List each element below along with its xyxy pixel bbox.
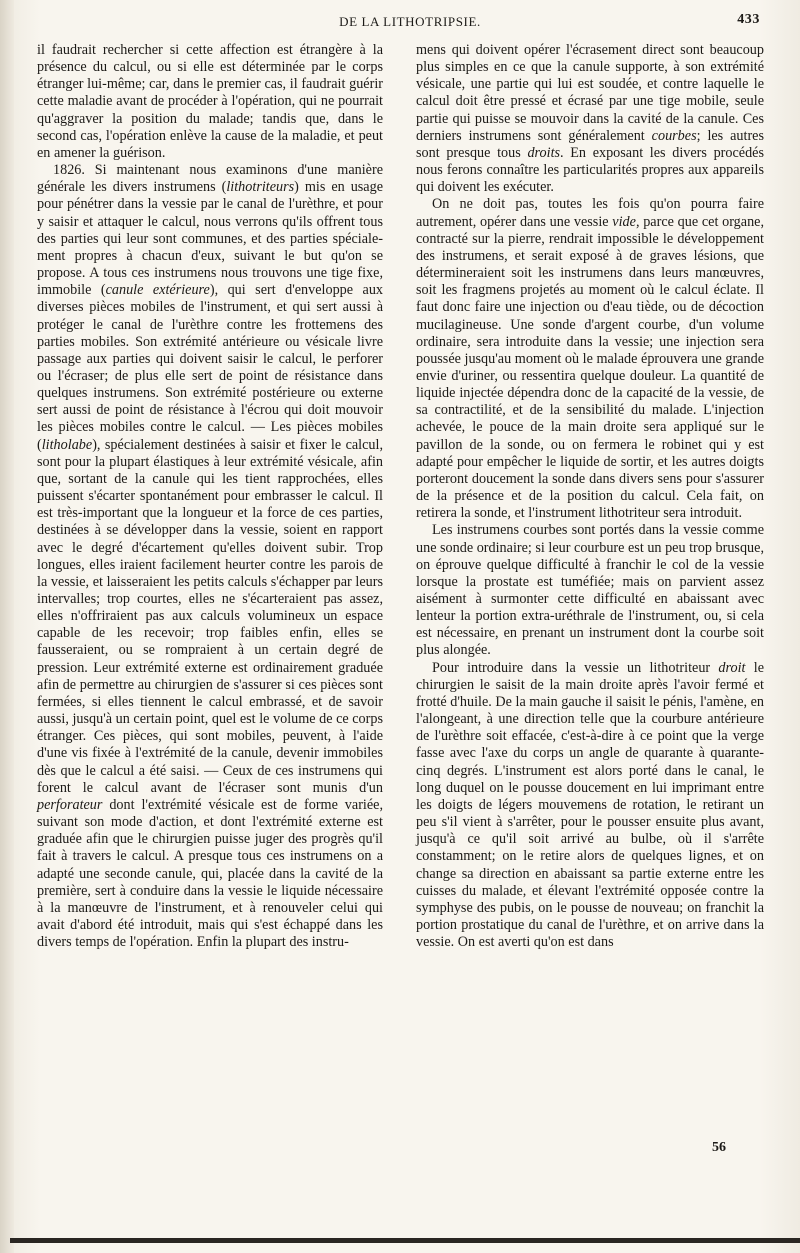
italic-term: droit [718, 659, 746, 676]
paragraph-text: 1826. Si maintenant nous examinons d'une manière générale les divers instrumens ( [37, 162, 383, 196]
bottom-edge-shadow [10, 1238, 800, 1243]
italic-term: droits [527, 144, 561, 161]
paragraph-text: ) mis en usage pour pénétrer dans la vessie par le canal de l'urèthre, et pour y saisir et attaquer le calcul, nous verrons qu'ils offrent tous des parties qui leur sont communes, et des parties spéciale-ment propres à chacun d'eux, suivant le but qu'on se propose. A tous ces instrumens nous trouvons une tige fixe, immobile ( [37, 179, 383, 299]
paragraph [416, 660, 764, 952]
italic-term: litholabe [41, 436, 93, 453]
italic-term: lithotriteurs [226, 179, 295, 196]
paragraph [416, 196, 764, 522]
paragraph-text: ; les autres sont presque tous [416, 127, 764, 161]
paragraph-text: mens qui doivent opérer l'écrasement direct sont beaucoup plus simples en ce que la canule supporte, à son extrémité vésicale, une partie qui lui est soudée, et contre laquelle le calcul doit être pressé et écrasé par une tige mobile, seule partie qui puisse se mouvoir dans la cavité de la canule. Ces derniers instrumens sont généralement [416, 42, 764, 144]
paragraph-text: ), spécialement destinées à saisir et fixer le calcul, sont pour la plupart élastiques à leur extrémité vésicale, afin que, sortant de la canule qui les tient rapprochées, elles puissent s'écarter spontanément pour embrasser le calcul. Il est très-important que la longueur et la force de ces parties, destinées à se développer dans la vessie, soient en rapport avec le degré d'écartement qu'elles doivent subir. Trop longues, elles iraient facilement heurter contre les parois de la vessie, et laisseraient les petits calculs s'échapper par leurs intervalles; trop courtes, elles ne s'écarteraient pas assez, elles n'offriraient pas aux calculs volumineux un espace capable de les recevoir; trop faibles enfin, elles se fausseraient, ou se rompraient à un certain degré de pression. Leur extrémité externe est ordinairement graduée afin de permettre au chirurgien de s'assurer si ces pièces sont fermées, si elles tiennent le calcul embrassé, et de savoir aussi, jusqu'à un certain point, quel est le volume de ce corps étranger. Ces pièces, qui sont mobiles, peuvent, à l'aide d'une vis fixée à l'extrémité de la canule, devenir immobiles dès que le calcul a été saisi. — Ceux de ces instrumens qui forent le calcul avant de l'écraser sont munis d'un [37, 436, 383, 796]
paragraph-text: il faudrait rechercher si cette affection est étrangère à la présence du calcul, ou si elle est déterminée par le corps étranger lui-même; car, dans le premier cas, il faudrait guérir cette maladie avant de procéder à l'opération, qui ne pourrait qu'aggraver la position du malade; tandis que, dans le second cas, l'opération enlève la cause de la maladie, et peut en amener la guérison. [37, 42, 383, 161]
paragraph-text: , parce que cet organe, contracté sur la pierre, rendrait impossible le développement des instrumens, et serait exposé à de graves lésions, que détermineraient soit les instrumens dans leurs manœuvres, soit les fragmens projetés au moment où le calcul éclate. Il faut donc faire une injection ou d'eau tiède, ou de décoction mucilagineuse. Une sonde d'argent courbe, d'un volume ordinaire, sera introduite dans la vessie; une injection sera poussée jusqu'au moment où le malade éprouvera une grande envie d'uriner, ou ressentira quelque douleur. La quantité de liquide injectée dépendra donc de la capacité de la vessie, de sa contractilité, et de la sensibilité du malade. L'injection achevée, le pouce de la main droite sera appliqué sur le pavillon de la sonde, ou on fermera le robinet qui y est adapté pour empêcher le liquide de sortir, et les autres doigts porteront doucement la sonde dans divers sens pour s'assurer de la présence et de la position du calcul. Cela fait, on retirera la sonde, et l'instrument lithotriteur sera introduit. [416, 213, 765, 522]
paragraph [37, 42, 383, 162]
paragraph [416, 42, 764, 196]
signature-mark: 56 [712, 1140, 726, 1155]
italic-term: courbes [651, 127, 697, 144]
italic-term: canule extérieure [105, 282, 210, 299]
paragraph-text: ), qui sert d'enveloppe aux diverses pièces mobiles de l'instrument, et qui sert aussi à protéger le canal de l'urèthre contre les frottemens des parties mobiles. Son extrémité antérieure ou vésicale livre passage aux parties qui doivent saisir le calcul, le perforer ou l'écraser; de plus elle sert de point de résistance dans quelques instrumens. Son extrémité postérieure ou externe sert aussi de point de résistance à l'écrou qui doit mouvoir les pièces mobiles contre le calcul. — Les pièces mobiles ( [37, 282, 384, 453]
page-header [60, 12, 760, 34]
paragraph-text: le chirurgien le saisit de la main droite après l'avoir fermé et frotté d'huile. De la main gauche il saisit le pénis, l'amène, en l'alongeant, à une direction telle que la courbure antérieure de l'urèthre soit effacée, c'est-à-dire à ce point que la verge fasse avec l'axe du corps un angle de quarante à quarante-cinq degrés. L'instrument est alors porté dans le canal, le long duquel on le pousse doucement en lui imprimant entre les doigts de légers mouvemens de rotation, le retirant un peu s'il vient à s'arrêter, pour le pousser ensuite plus avant, jusqu'à ce qu'il soit arrivé au bulbe, où il s'arrête constamment; on le retire alors de quelques lignes, et on change sa direction en abaissant sa partie externe entre les cuisses du malade, et élevant l'extrémité opposée contre la symphyse des pubis, on le pousse de nouveau; on franchit la portion prostatique du canal de l'urèthre, et on arrive dans la vessie. On est averti qu'on est dans [416, 659, 764, 951]
italic-term: vide [612, 213, 636, 230]
paragraph [37, 162, 383, 951]
paragraph-text: Pour introduire dans la vessie un lithotriteur [432, 659, 719, 676]
page-number: 433 [737, 12, 760, 27]
running-title: DE LA LITHOTRIPSIE. [339, 14, 481, 29]
italic-term: perforateur [37, 796, 103, 813]
paragraph-text: dont l'extrémité vésicale est de forme variée, suivant son mode d'action, et dont l'extrémité externe est graduée afin que le chirurgien puisse juger des progrès qu'il fait à travers le calcul. A presque tous ces instrumens on a adapté une seconde canule, qui, placée dans la cavité de la première, sert à conduire dans la vessie le liquide nécessaire à la manœuvre de l'instrument, et à renouveler celui qui avait d'abord été introduit, mais qui s'est échappé dans les divers temps de l'opération. Enfin la plupart des instru- [37, 796, 383, 951]
paragraph-text: Les instrumens courbes sont portés dans la vessie comme une sonde ordinaire; si leur courbure est un peu trop brusque, on éprouve quelque difficulté à franchir le col de la vessie lorsque la prostate est tuméfiée; mais on parvient assez aisément à surmonter cette difficulté en abaissant avec lenteur la portion extra-uréthrale de l'instrument, ou, si cela est nécessaire, en prenant un instrument dont la courbe soit plus alongée. [416, 522, 764, 659]
paragraph [416, 522, 764, 659]
left-column [37, 42, 383, 951]
paragraph-text: On ne doit pas, toutes les fois qu'on pourra faire autrement, opérer dans une vessie [416, 196, 764, 230]
page-binding-edge [0, 0, 14, 1253]
paragraph-text: . En exposant les divers procédés nous ferons connaître les particularités propres aux appareils qui doivent les exécuter. [416, 144, 764, 196]
right-column [416, 42, 764, 951]
